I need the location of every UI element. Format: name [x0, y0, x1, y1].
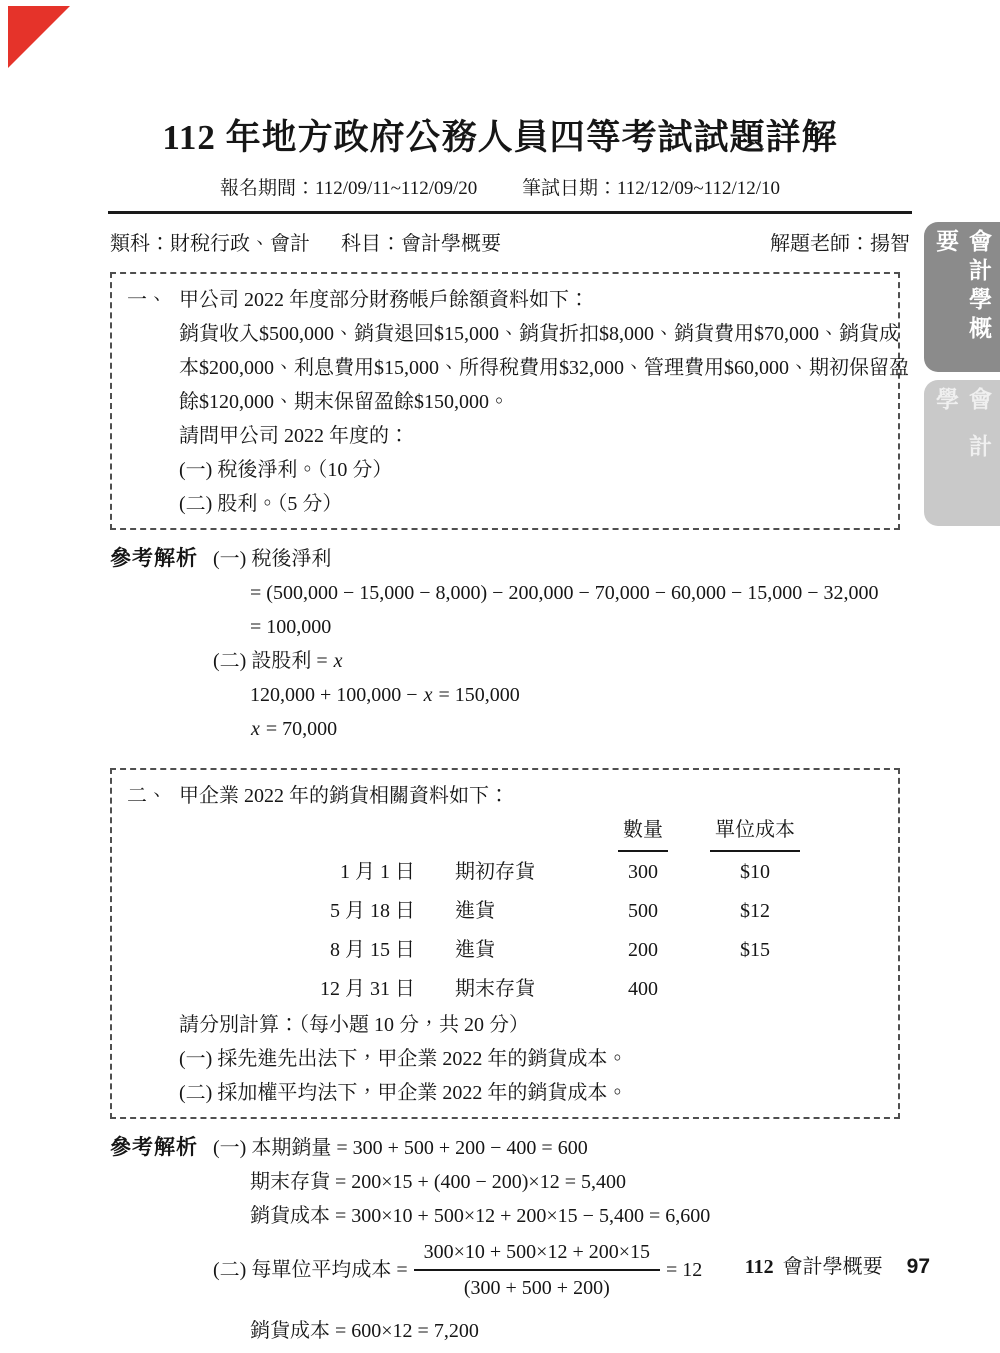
- question1-line: 請問甲公司 2022 年度的：: [179, 425, 409, 447]
- page-footer: [745, 1250, 930, 1279]
- table-row: 1 月 1 日 期初存貨 300 $10: [340, 860, 770, 883]
- tab-accounting-label: 會計學: [933, 387, 991, 481]
- fraction-result: = 12: [666, 1259, 703, 1281]
- fraction-denominator: (300 + 500 + 200): [463, 1277, 610, 1299]
- solution-line: = (500,000 − 15,000 − 8,000) − 200,000 − 70,000 − 60,000 − 15,000 − 32,000: [250, 582, 879, 604]
- analysis2-content: [213, 1131, 710, 1348]
- meta-category: 類科：財稅行政、會計: [110, 233, 310, 255]
- red-corner-ribbon: [8, 6, 70, 68]
- question1-number: 一、: [127, 289, 167, 311]
- question1-box: [110, 272, 909, 530]
- question1-line: 本$200,000、利息費用$15,000、所得稅費用$32,000、管理費用$60,000、期初保留盈: [179, 357, 909, 379]
- fraction: [414, 1238, 660, 1302]
- table-row: 12 月 31 日 期末存貨 400: [320, 977, 658, 1000]
- solution-line: = 100,000: [250, 616, 332, 638]
- question1-line: 餘$120,000、期末保留盈餘$150,000。: [179, 391, 509, 413]
- question2-intro: 甲企業 2022 年的銷貨相關資料如下：: [179, 785, 509, 807]
- solution-line: 120,000 + 100,000 − x = 150,000: [250, 684, 520, 706]
- analysis1-label: 參考解析: [110, 547, 198, 570]
- fraction-numerator: 300×10 + 500×12 + 200×15: [414, 1238, 660, 1271]
- registration-period: 報名期間：112/09/11~112/09/20: [219, 178, 478, 199]
- solution-line: x = 70,000: [251, 718, 338, 740]
- meta-teacher: 解題老師：揚智: [770, 233, 910, 255]
- footer-edition: 112: [744, 1256, 774, 1278]
- side-tabs: [924, 222, 1000, 526]
- question1-subquestion-2: (二) 股利。（5 分）: [179, 493, 343, 515]
- solution-line: (一) 稅後淨利: [213, 548, 332, 570]
- question2-subquestion-1: (一) 採先進先出法下，甲企業 2022 年的銷貨成本。: [179, 1048, 628, 1070]
- solution-line: 銷貨成本 = 600×12 = 7,200: [250, 1320, 479, 1342]
- question1-subquestion-1: (一) 稅後淨利。（10 分）: [179, 459, 393, 481]
- page-title: 112 年地方政府公務人員四等考試試題詳解: [162, 118, 838, 157]
- footer-page-number: 97: [906, 1255, 930, 1278]
- analysis1-content: [213, 542, 879, 746]
- unit-cost-header: 單位成本: [691, 813, 819, 852]
- variable-x: x: [251, 718, 260, 740]
- solution-line: (二) 設股利 = x: [213, 650, 343, 672]
- question1-intro: 甲公司 2022 年度部分財務帳戶餘額資料如下：: [179, 289, 589, 311]
- table-row: 8 月 15 日 進貨 200 $15: [330, 938, 770, 961]
- variable-x: x: [333, 650, 343, 672]
- written-exam-date: 筆試日期：112/12/09~112/12/10: [522, 178, 781, 199]
- table-row: 5 月 18 日 進貨 500 $12: [330, 899, 770, 922]
- analysis2-block: [110, 1131, 1000, 1348]
- analysis1-block: [110, 542, 1000, 746]
- tab-accounting-summary: [924, 222, 1000, 372]
- question2-first-line: [127, 779, 884, 813]
- tab-accounting: [924, 380, 1000, 526]
- header-divider: [108, 211, 912, 214]
- qty-header: 數量: [595, 813, 691, 852]
- analysis2-label: 參考解析: [110, 1136, 198, 1159]
- solution-line-fraction: (二) 每單位平均成本 = $\frac{300\times 10 + 500\times 12 + 200\times 15}{(300 + 500 + 200)}$ = 12: [213, 1238, 710, 1302]
- variable-x: x: [423, 684, 433, 706]
- question1-line: 銷貨收入$500,000、銷貨退回$15,000、銷貨折扣$8,000、銷貨費用$70,000、銷貨成: [179, 323, 899, 345]
- question2-note: 請分別計算：（每小題 10 分，共 20 分）: [179, 1014, 529, 1036]
- solution-line: (一) 本期銷量 = 300 + 500 + 200 − 400 = 600: [213, 1137, 588, 1159]
- solution-line: 期末存貨 = 200×15 + (400 − 200)×12 = 5,400: [250, 1171, 626, 1193]
- category-subject: [110, 227, 501, 256]
- tab-accounting-summary-label: 會計學概要: [933, 229, 991, 345]
- inventory-table: [285, 813, 819, 1008]
- question1-first-line: [127, 283, 884, 317]
- footer-subject: 會計學概要: [782, 1256, 883, 1278]
- question2-subquestion-2: (二) 採加權平均法下，甲企業 2022 年的銷貨成本。: [179, 1082, 628, 1104]
- exam-dates: [0, 173, 1000, 200]
- meta-row: [110, 227, 910, 256]
- question2-number: 二、: [127, 785, 167, 807]
- solution-line: 銷貨成本 = 300×10 + 500×12 + 200×15 − 5,400 = 6,600: [250, 1205, 711, 1227]
- question2-box: [110, 768, 900, 1119]
- inventory-table-header-row: [285, 813, 819, 852]
- meta-subject: 科目：會計學概要: [341, 233, 501, 255]
